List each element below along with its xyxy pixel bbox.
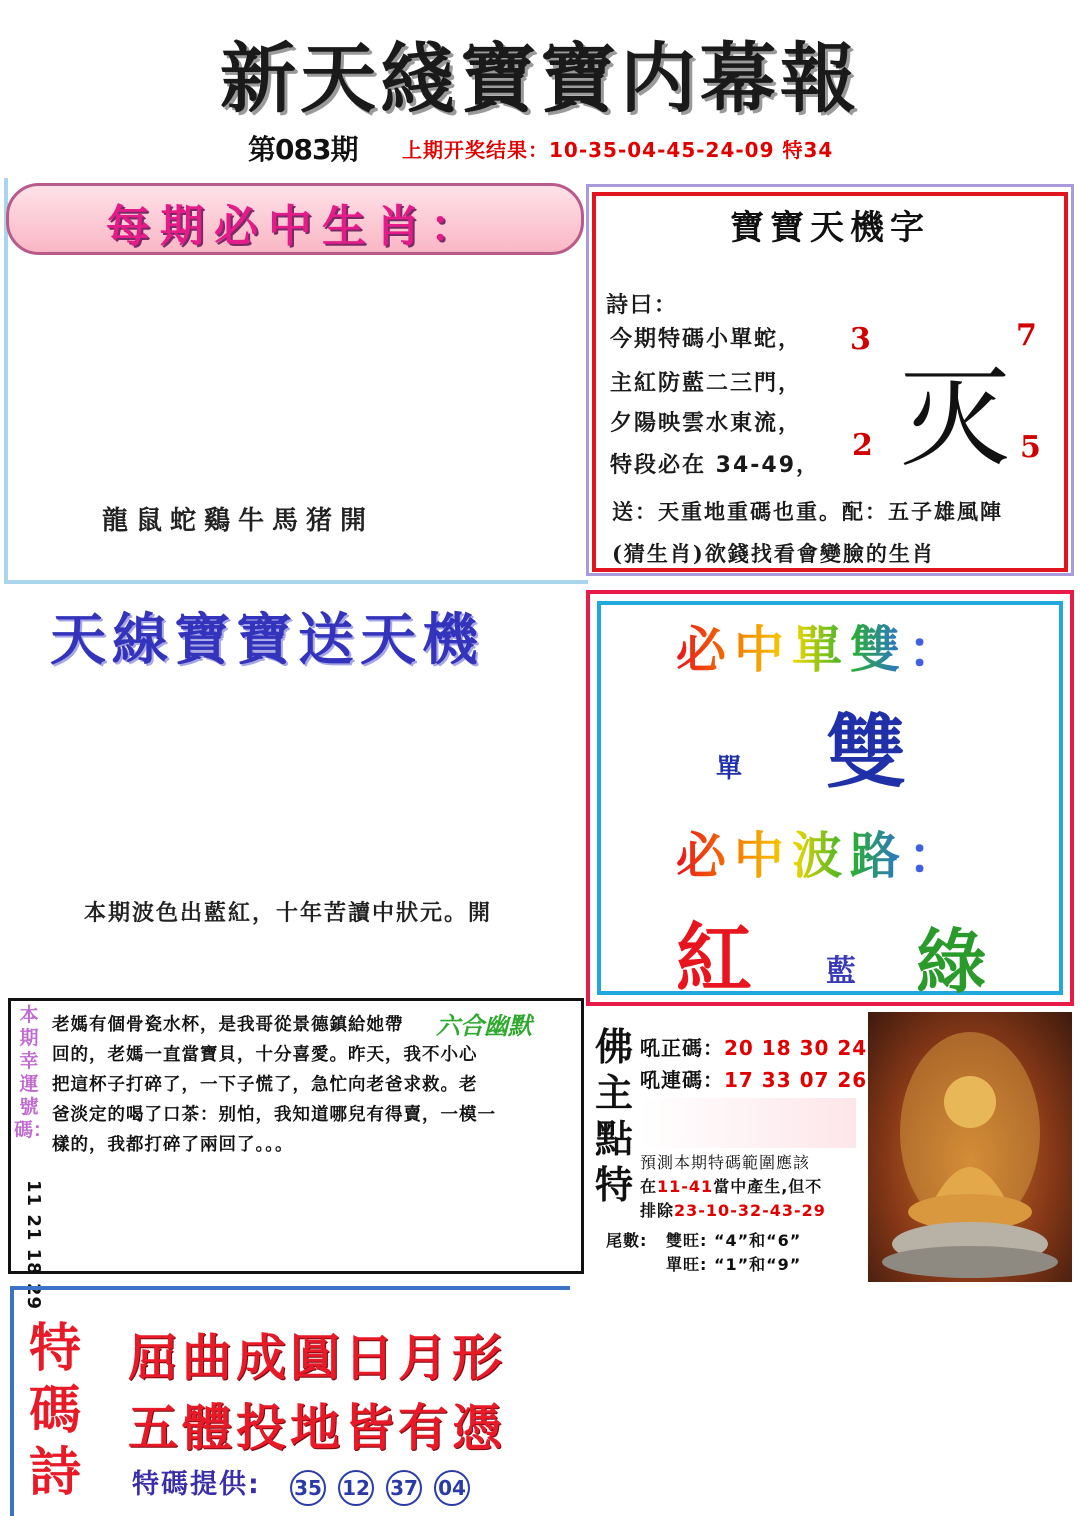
provider-label: 特碼提供: (132, 1469, 261, 1500)
bonus-line: 送：天重地重碼也重。配：五子雄風陣 (612, 500, 1003, 524)
poem-intro: 詩曰： (606, 293, 679, 318)
buddha-image (868, 1012, 1072, 1282)
corner-number: 2 (852, 428, 873, 463)
story-line: 樣的，我都打碎了兩回了。。。 (52, 1135, 294, 1155)
wave-heading: 必中波路： (676, 816, 966, 888)
keyword-char: 灭 (900, 354, 1010, 482)
tail-odd: 單旺: “1”和“9” (666, 1255, 802, 1274)
link-code-row (640, 1064, 867, 1093)
predict-text: 當中產生,但不 (713, 1177, 823, 1196)
number-ball: 04 (434, 1470, 470, 1506)
issue-number: 第083期 (248, 133, 358, 166)
blank-banner (640, 1098, 856, 1148)
poem-line: 主紅防藍二三門， (610, 371, 803, 396)
predict-exclude: 23-10-32-43-29 (674, 1201, 826, 1220)
number-ball: 35 (290, 1470, 326, 1506)
main-code-numbers: 20 18 30 24 (724, 1036, 868, 1060)
predict-range: 11-41 (657, 1177, 714, 1196)
lucky-numbers: 11 21 18 29 (23, 1180, 44, 1310)
poem-line: 夕陽映雲水東流， (610, 411, 803, 436)
page-title: 新天綫寶寶内幕報 (220, 34, 860, 123)
corner-number: 3 (850, 322, 871, 357)
last-result: 上期开奖结果：10-35-04-45-24-09 特34 (402, 138, 834, 162)
poem-verse-1: 屈曲成圓日月形 (128, 1329, 506, 1387)
odd-choice: 單 (716, 754, 743, 784)
color-blue: 藍 (826, 954, 856, 989)
story-line: 把這杯子打碎了，一下子慌了，急忙向老爸求救。老 (52, 1075, 478, 1095)
predict-text: 在 (640, 1177, 658, 1196)
number-ball: 37 (386, 1470, 422, 1506)
color-red: 紅 (676, 914, 752, 1003)
story-line: 回的，老媽一直當寶貝，十分喜愛。昨天，我不小心 (52, 1045, 478, 1065)
wave-color-text: 本期波色出藍紅，十年苦讀中狀元。開 (84, 901, 493, 926)
main-code-label: 吼正碼： (640, 1036, 724, 1060)
hint-line: (猜生肖)欲錢找看會變臉的生肖 (612, 541, 935, 566)
tianji-heading: 天線寶寶送天機 (50, 608, 484, 673)
main-code-row (640, 1032, 867, 1061)
tail-even: 雙旺: “4”和“6” (666, 1231, 802, 1250)
link-code-label: 吼連碼： (640, 1068, 724, 1092)
predict-line (640, 1174, 822, 1197)
poem-verse-2: 五體投地皆有憑 (128, 1399, 506, 1457)
poem-line: 今期特碼小單蛇， (610, 327, 803, 352)
poem-side-label: 特碼詩 (28, 1319, 81, 1503)
color-green: 綠 (916, 921, 986, 1003)
buddha-figure (868, 1012, 1072, 1282)
keyword-heading: 寶寶天機字 (730, 208, 930, 248)
story-line: 老媽有個骨瓷水杯，是我哥從景德鎮給她帶 (52, 1015, 404, 1035)
even-choice: 雙 (826, 705, 906, 799)
lucky-label: 本期幸運號碼： (14, 1004, 53, 1141)
link-code-numbers: 17 33 07 26 (724, 1068, 868, 1092)
buddha-side-label: 佛主點特 (594, 1024, 633, 1207)
zodiac-list: 龍鼠蛇鷄牛馬猪開 (102, 506, 375, 536)
predict-line (640, 1198, 826, 1221)
story-brand: 六合幽默 (436, 1012, 532, 1040)
oddeven-heading: 必中單雙： (676, 610, 966, 682)
zodiac-heading: 每期必中生肖： (106, 201, 484, 252)
story-line: 爸淡定的喝了口茶：别怕，我知道哪兒有得賣，一模一 (52, 1105, 496, 1125)
tail-label: 尾數: (606, 1231, 648, 1250)
predict-text: 排除 (640, 1201, 675, 1220)
poem-line: 特段必在 34-49， (610, 453, 821, 478)
number-ball: 12 (338, 1470, 374, 1506)
corner-number: 7 (1016, 318, 1037, 353)
predict-line: 預測本期特碼範圍應該 (640, 1153, 811, 1172)
corner-number: 5 (1020, 430, 1041, 465)
